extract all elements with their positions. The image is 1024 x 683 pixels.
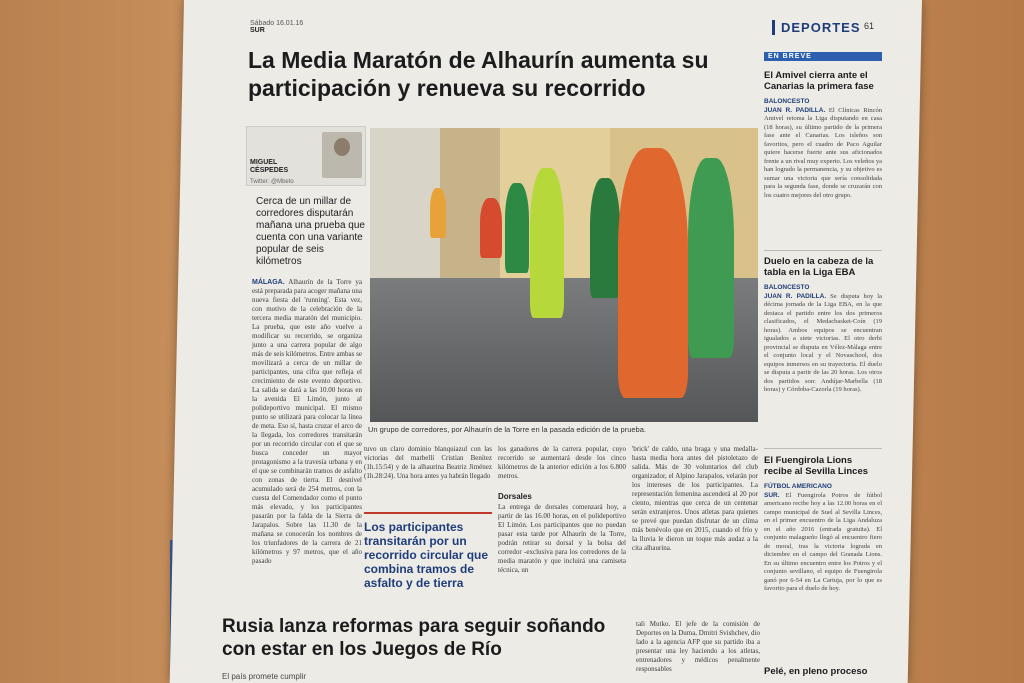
sidebar-divider: [764, 250, 882, 251]
sidebar-item: [764, 455, 882, 660]
section-title: DEPORTES: [772, 20, 861, 35]
article-column-3b: La entrega de dorsales comenzará hoy, a partir de las 16.00 horas, en el polideportivo El Limón. Los participantes que no puedan pasar esta tarde por Alhaurín de la Torre, podrán retirar su dorsal y la bolsa del corredor -exclusiva para los corredores de la media maratón y que incluirá una camiseta técnica, un: [498, 503, 626, 574]
dateline: MÁLAGA.: [252, 279, 285, 286]
sidebar-item-byline: JUAN R. PADILLA.: [764, 292, 827, 300]
paper-name: SUR: [250, 27, 265, 34]
article-column-1: [252, 278, 362, 566]
sidebar-item-byline: SUR.: [764, 491, 780, 499]
sidebar-item: [764, 256, 882, 395]
article-headline: La Media Maratón de Alhaurín aumenta su participación y renueva su recorrido: [248, 47, 709, 101]
race-photo: [370, 128, 758, 422]
sidebar-item-title: Pelé, en pleno proceso: [764, 666, 868, 677]
sidebar-item-title: El Fuengirola Lions recibe al Sevilla Linces: [764, 455, 869, 477]
article-subhead: Cerca de un millar de corredores disputarán mañana una prueba que cuenta con una variante popular de seis kilómetros: [256, 196, 365, 267]
article-column-4: 'brick' de caldo, una braga y una medalla- hasta media hora antes del pistoletazo de salida. Más de 30 voluntarios del club organizador, el Alpino Jarapalos, velarán por los intereses de los participantes. La representación femenina ascenderá al 20 por ciento, mientras que cerca de un centenar serán extranjeros. Unos atletas para quienes se prevé que puedan disfrutar de un clima más benévolo que en 2015, cuando el frío y la lluvia le dieron un toque más audaz a la cita alhaurina.: [632, 445, 758, 552]
bottom-column: tali Mutko. El jefe de la comisión de Deportes en la Duma, Dmitri Svishchev, dio lado a la agencia AFP que su partido iba a presentar una ley haciendo a los atletas, entrenadores y médicos penalmente responsables: [636, 620, 760, 673]
sidebar-item-tag: BALONCESTO: [764, 98, 810, 105]
article-column-3a: los ganadores de la carrera popular, cuyo recorrido se aumentará desde los cinco kilómetros de la anterior edición a los 6.800 metros.: [498, 445, 626, 480]
article-column-2: tuvo un claro dominio blanquiazul con las victorias del marbellí Cristian Benítez (1h.15:54) y de la alhaurina Beatriz Jiménez (1h.28:24). Una hora antes ya habrán llegado: [364, 445, 492, 480]
sidebar-item: [764, 70, 882, 200]
photo-caption: Un grupo de corredores, por Alhaurín de la Torre en la pasada edición de la prueba.: [368, 425, 646, 434]
author-avatar: [322, 132, 362, 178]
pull-quote: Los participantes transitarán por un recorrido circular que combina tramos de asfalto y de tierra: [364, 512, 492, 590]
author-name: MIGUEL CÉSPEDES: [250, 159, 289, 174]
subsection-title: Dorsales: [498, 492, 532, 501]
author-twitter: Twitter: @Mbeto: [250, 179, 294, 185]
sidebar-item-body: El Clínicas Rincón Amivel retoma la Liga disputando en casa (18 horas), su último partido de la primera fase ante el Canarias. Los isleños son favoritos, pero el cuadro de Paco Aguilar quiere hacerse fuerte ante sus aficionados frente a un rival muy experto. Los veleños ya han logrado la permanencia, y su objetivo es sumar una victoria que sería consolidada para la segunda fase, donde se cruzarán con los cuatro mejores del otro grupo.: [764, 106, 882, 199]
bottom-headline: Rusia lanza reformas para seguir soñando con estar en los Juegos de Río: [222, 616, 606, 660]
sidebar-item-title: El Amivel cierra ante el Canarias la primera fase: [764, 70, 874, 92]
sidebar-divider: [764, 448, 882, 449]
sidebar-item-byline: JUAN R. PADILLA.: [764, 106, 826, 114]
sidebar-item-tag: FÚTBOL AMERICANO: [764, 483, 832, 490]
sidebar-item-body: El Fuengirola Potros de fútbol americano recibe hoy a las 12.00 horas en el campo municipal de Suel al Sevilla Linces, en el primer encuentro de la Liga Andaluza en el año 2016 (entrada gratuita). El conjunto malagueño llegó al encuentro fiero de moral, tras la victoria lograda en diciembre en el campo del Granada Lions. En su último encuentro entre los Potros y el conjunto sevillano, el equipo de Fuengirola ganó por 6-54 en La Cartuja, por lo que es favorito para el duelo de hoy.: [764, 491, 882, 592]
page-number: 61: [864, 21, 875, 31]
article-text: Alhaurín de la Torre ya está preparada para acoger mañana una nueva fiesta del 'running'. Esta vez, con motivo de la celebración de la tercera media maratón del municipio. La prueba, que este año vuelve a modificar su recorrido, se organiza junto a una carrera popular de algo más de seis kilómetros. Entre ambas se movilizará a cerca de un millar de participantes, una cifra que refleja el crecimiento de este evento deportivo. La salida se dará a las 10.00 horas en la avenida El Limón, junto al polideportivo municipal. El mismo punto se utilizará para colocar la línea de meta. Eso sí, hasta cruzar el arco de la llegada, los corredores transitarán por un recorrido circular con el que se busca conceder un mayor protagonismo a la travesía urbana y en el que se combinarán tramos de asfalto con zonas de tierra. El desnivel acumulado será de 254 metros, con la cuesta del Comendador como el punto más elevado, y los participantes pasarán por la falda de la Sierra de Jarapalos. Sobre las 11.30 de la mañana se conocerán los nombres de los triunfadores de la carrera de 21 kilómetros y 97 metros, que el año pasado: [252, 278, 362, 565]
bottom-teaser: El país promete cumplir: [222, 672, 307, 681]
sidebar-item-title: Duelo en la cabeza de la tabla en la Liga EBA: [764, 256, 874, 278]
sidebar-badge: EN BREVE: [764, 52, 882, 61]
sidebar-item-tag: BALONCESTO: [764, 284, 810, 291]
sidebar-item-body: Se disputa hoy la décima jornada de la Liga EBA, en la que destaca el partido entre los dos primeros clasificados, el Medacbasket-Coín (19 horas). Ambos equipos se encuentran igualados a siete victorias. El otro derbi provincial se disputa en Vélez-Málaga entre el conjunto local y el Novaschool, dos equipos inmersos en su trayectoria. El duelo se disputa a partir de las 20 horas. Los otros dos partidos son: Andújar-Marbella (18 horas) y Córdoba-Cazorla (19 horas).: [764, 292, 882, 393]
issue-date: Sábado 16.01.16 SUR: [250, 20, 304, 34]
